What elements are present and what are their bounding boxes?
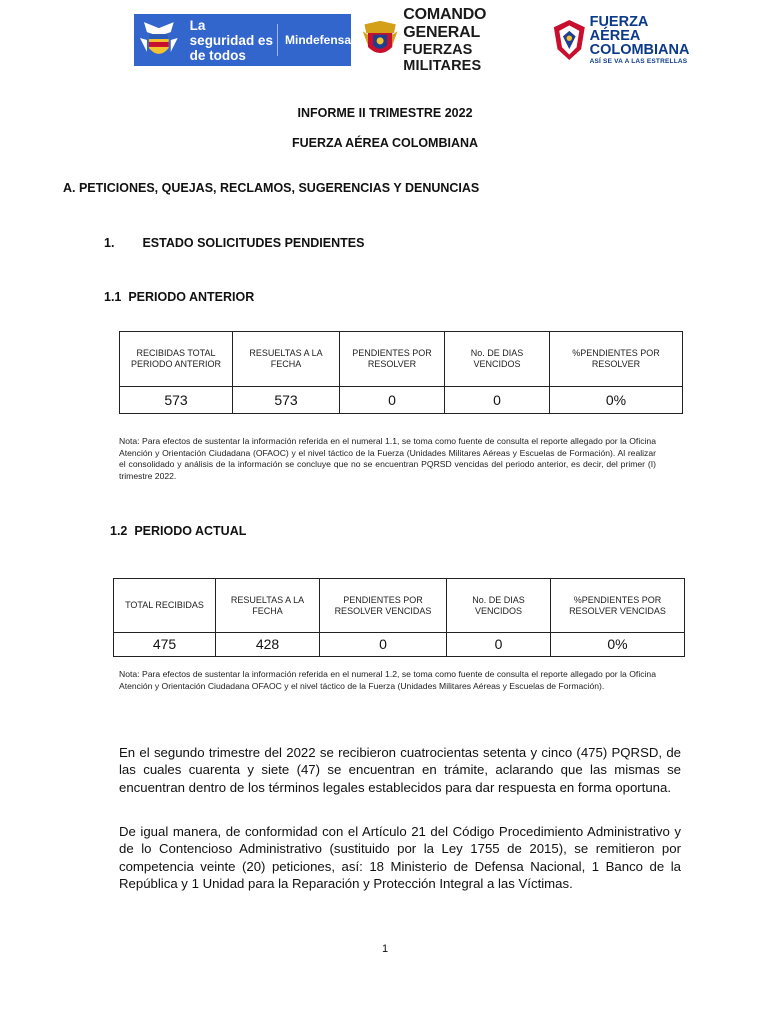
table-header-row	[120, 332, 683, 387]
table-cell: 428	[216, 633, 320, 657]
cgfm-shield-icon	[361, 16, 399, 64]
table-header-cell: %PENDIENTES POR RESOLVER	[550, 332, 683, 387]
note-1: Nota: Para efectos de sustentar la información referida en el numeral 1.1, se toma como fuente de consulta el reporte allegado por la Oficina Atención y Orientación Ciudadana (OFAOC) y el nivel táctico de la Fuerza (Unidades Militares Aéreas y Escuelas de Formación). Al realizar el consolidado y análisis de la información se concluye que no se encuentran PQRSD vencidas del periodo anterior, es decir, del primer (I) trimestre 2022.	[119, 436, 656, 481]
colombia-coat-of-arms-icon	[138, 18, 180, 62]
section-1-2-heading: 1.2 PERIODO ACTUAL	[110, 524, 247, 538]
table-header-cell: RESUELTAS A LA FECHA	[233, 332, 340, 387]
table-row	[120, 387, 683, 414]
cgfm-line1: COMANDO GENERAL	[403, 6, 487, 41]
table-periodo-actual	[113, 578, 685, 657]
fac-slogan: ASÍ SE VA A LAS ESTRELLAS	[589, 58, 688, 65]
report-title: INFORME II TRIMESTRE 2022	[297, 106, 473, 120]
table-header-cell: No. DE DIAS VENCIDOS	[445, 332, 550, 387]
table-header-cell: PENDIENTES POR RESOLVER	[340, 332, 445, 387]
table-cell: 0%	[550, 387, 683, 414]
section-a-heading: A. PETICIONES, QUEJAS, RECLAMOS, SUGERENCIAS Y DENUNCIAS	[63, 181, 480, 195]
section-1-heading	[104, 236, 364, 250]
fac-line1: FUERZA AÉREA	[589, 14, 648, 44]
section-1-number: 1.	[104, 236, 115, 250]
table-header-cell: %PENDIENTES POR RESOLVER VENCIDAS	[551, 579, 685, 633]
table-cell: 0	[320, 633, 447, 657]
section-1-1-heading: 1.1 PERIODO ANTERIOR	[104, 290, 255, 304]
table-header-cell: PENDIENTES POR RESOLVER VENCIDAS	[320, 579, 447, 633]
note-2: Nota: Para efectos de sustentar la información referida en el numeral 1.2, se toma como fuente de consulta el reporte allegado por la Oficina Atención y Orientación Ciudadana OFAOC y el nivel táctico de la Fuerza (Unidades Militares Aéreas y Escuelas de Formación).	[119, 669, 656, 691]
table-cell: 573	[233, 387, 340, 414]
fac-logo	[552, 15, 692, 65]
page-number: 1	[381, 943, 389, 955]
table-cell: 0	[447, 633, 551, 657]
logo-divider	[277, 24, 278, 56]
fac-line2: COLOMBIANA	[589, 42, 690, 58]
table-row	[114, 633, 685, 657]
section-1-title: ESTADO SOLICITUDES PENDIENTES	[142, 236, 365, 250]
table-cell: 0	[340, 387, 445, 414]
gov-slogan: La seguridad es de todos	[189, 17, 273, 63]
table-header-cell: TOTAL RECIBIDAS	[114, 579, 216, 633]
ministry-name: Mindefensa	[284, 33, 351, 47]
table-cell: 0	[445, 387, 550, 414]
table-cell: 475	[114, 633, 216, 657]
fac-emblem-icon	[552, 16, 587, 64]
cgfm-logo	[361, 6, 546, 74]
table-header-cell: No. DE DIAS VENCIDOS	[447, 579, 551, 633]
table-header-cell: RECIBIDAS TOTAL PERIODO ANTERIOR	[120, 332, 233, 387]
paragraph-1: En el segundo trimestre del 2022 se recibieron cuatrocientas setenta y cinco (475) PQRSD, de las cuales cuarenta y siete (47) se encuentran en trámite, aclarando que las mismas se encuentran dentro de los términos legales establecidos para dar respuesta en forma oportuna.	[119, 745, 681, 795]
table-cell: 0%	[551, 633, 685, 657]
table-cell: 573	[120, 387, 233, 414]
gov-mindefensa-logo	[134, 14, 351, 66]
table-header-row	[114, 579, 685, 633]
paragraph-2: De igual manera, de conformidad con el Artículo 21 del Código Procedimiento Administrativo y de lo Contencioso Administrativo (sustituido por la Ley 1755 de 2015), se remitieron por competencia veinte (20) peticiones, así: 18 Ministerio de Defensa Nacional, 1 Banco de la República y 1 Unidad para la Reparación y Protección Integral a las Víctimas.	[119, 824, 681, 892]
table-header-cell: RESUELTAS A LA FECHA	[216, 579, 320, 633]
cgfm-line2: FUERZAS MILITARES	[403, 42, 482, 74]
report-subtitle: FUERZA AÉREA COLOMBIANA	[291, 136, 479, 150]
table-periodo-anterior	[119, 331, 683, 414]
